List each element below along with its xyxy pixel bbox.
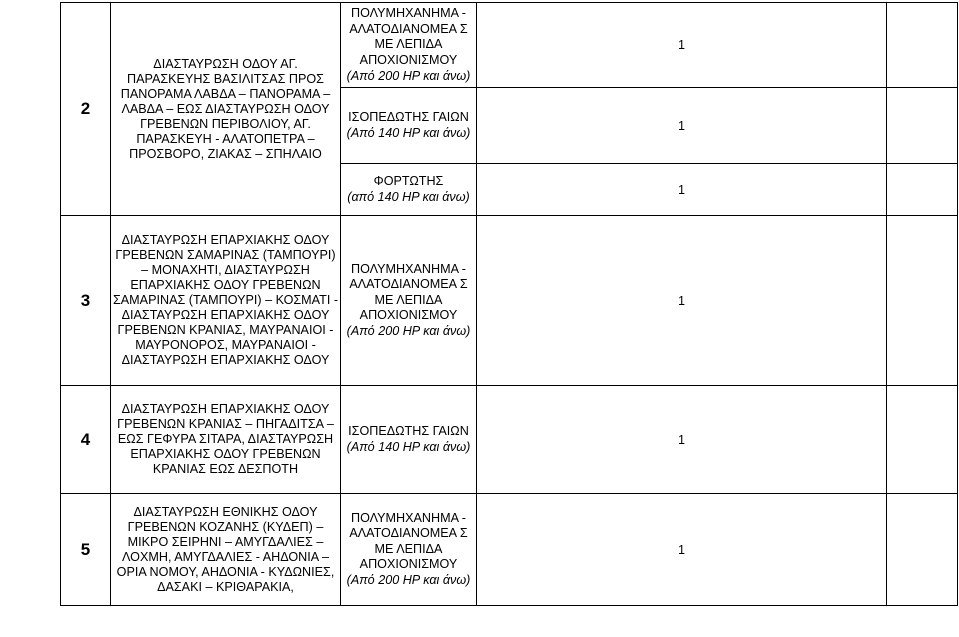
- empty-cell: [887, 88, 958, 164]
- route-description: ΔΙΑΣΤΑΥΡΩΣΗ ΟΔΟΥ ΑΓ. ΠΑΡΑΣΚΕΥΗΣ ΒΑΣΙΛΙΤΣΑΣ ΠΡΟΣ ΠΑΝΟΡΑΜΑ ΛΑΒΔΑ – ΠΑΝΟΡΑΜΑ – ΛΑΒΔΑ – ΕΩΣ ΔΙΑΣΤΑΥΡΩΣΗ ΟΔΟΥ ΓΡΕΒΕΝΩΝ ΠΕΡΙΒΟΛΙΟΥ, ΑΓ. ΠΑΡΑΣΚΕΥΗ - ΑΛΑΤΟΠΕΤΡΑ – ΠΡΟΣΒΟΡΟ, ΖΙΑΚΑΣ – ΣΠΗΛΑΙΟ: [111, 3, 341, 216]
- routes-table: [60, 2, 958, 606]
- vehicle-power: (Από 200 HP και άνω): [346, 572, 471, 587]
- table-row: [61, 216, 958, 386]
- table-row: [61, 3, 958, 88]
- row-number: 4: [61, 386, 111, 494]
- vehicle-name: ΙΣΟΠΕΔΩΤΗΣ ΓΑΙΩΝ: [348, 110, 469, 125]
- vehicle-name: ΠΟΛΥΜΗΧΑΝΗΜΑ - ΑΛΑΤΟΔΙΑΝΟΜΕΑ Σ ΜΕ ΛΕΠΙΔΑ ΑΠΟΧΙΟΝΙΣΜΟΥ: [349, 261, 468, 323]
- vehicle-cell: [341, 216, 477, 386]
- vehicle-power: (Από 200 HP και άνω): [346, 68, 471, 83]
- row-number: 3: [61, 216, 111, 386]
- vehicle-quantity: 1: [477, 216, 887, 386]
- empty-cell: [887, 494, 958, 606]
- vehicle-name: ΦΟΡΤΩΤΗΣ: [373, 173, 444, 188]
- route-description: ΔΙΑΣΤΑΥΡΩΣΗ ΕΠΑΡΧΙΑΚΗΣ ΟΔΟΥ ΓΡΕΒΕΝΩΝ ΣΑΜΑΡΙΝΑΣ (ΤΑΜΠΟΥΡΙ) – ΜΟΝΑΧΗΤΙ, ΔΙΑΣΤΑΥΡΩΣΗ ΕΠΑΡΧΙΑΚΗΣ ΟΔΟΥ ΓΡΕΒΕΝΩΝ ΣΑΜΑΡΙΝΑΣ (ΤΑΜΠΟΥΡΙ) – ΚΟΣΜΑΤΙ - ΔΙΑΣΤΑΥΡΩΣΗ ΕΠΑΡΧΙΑΚΗΣ ΟΔΟΥ ΓΡΕΒΕΝΩΝ ΚΡΑΝΙΑΣ, ΜΑΥΡΑΝΑΙΟΙ - ΜΑΥΡΟΝΟΡΟΣ, ΜΑΥΡΑΝΑΙΟΙ - ΔΙΑΣΤΑΥΡΩΣΗ ΕΠΑΡΧΙΑΚΗΣ ΟΔΟΥ: [111, 216, 341, 386]
- vehicle-power: (Από 200 HP και άνω): [346, 323, 471, 338]
- vehicle-cell: [341, 88, 477, 164]
- vehicle-quantity: 1: [477, 88, 887, 164]
- vehicle-name: ΠΟΛΥΜΗΧΑΝΗΜΑ - ΑΛΑΤΟΔΙΑΝΟΜΕΑ Σ ΜΕ ΛΕΠΙΔΑ ΑΠΟΧΙΟΝΙΣΜΟΥ: [349, 6, 468, 67]
- empty-cell: [887, 386, 958, 494]
- route-description: ΔΙΑΣΤΑΥΡΩΣΗ ΕΘΝΙΚΗΣ ΟΔΟΥ ΓΡΕΒΕΝΩΝ ΚΟΖΑΝΗΣ (ΚΥΔΕΠ) – ΜΙΚΡΟ ΣΕΙΡΗΝΙ – ΑΜΥΓΔΑΛΙΕΣ – ΛΟΧΜΗ, ΑΜΥΓΔΑΛΙΕΣ - ΑΗΔΟΝΙΑ – ΟΡΙΑ ΝΟΜΟΥ, ΑΗΔΟΝΙΑ - ΚΥΔΩΝΙΕΣ, ΔΑΣΑΚΙ – ΚΡΙΘΑΡΑΚΙΑ,: [111, 494, 341, 606]
- vehicle-cell: [341, 164, 477, 216]
- vehicle-power: (από 140 HP και άνω): [347, 189, 470, 204]
- vehicle-name: ΙΣΟΠΕΔΩΤΗΣ ΓΑΙΩΝ: [348, 423, 469, 438]
- table-row: [61, 494, 958, 606]
- empty-cell: [887, 216, 958, 386]
- route-description: ΔΙΑΣΤΑΥΡΩΣΗ ΕΠΑΡΧΙΑΚΗΣ ΟΔΟΥ ΓΡΕΒΕΝΩΝ ΚΡΑΝΙΑΣ – ΠΗΓΑΔΙΤΣΑ – ΕΩΣ ΓΕΦΥΡΑ ΣΙΤΑΡΑ, ΔΙΑΣΤΑΥΡΩΣΗ ΕΠΑΡΧΙΑΚΗΣ ΟΔΟΥ ΓΡΕΒΕΝΩΝ ΚΡΑΝΙΑΣ ΕΩΣ ΔΕΣΠΟΤΗ: [111, 386, 341, 494]
- table-row: [61, 386, 958, 494]
- vehicle-power: (Από 140 HP και άνω): [346, 439, 471, 454]
- vehicle-quantity: 1: [477, 3, 887, 88]
- vehicle-cell: [341, 386, 477, 494]
- vehicle-cell: [341, 3, 477, 88]
- empty-cell: [887, 164, 958, 216]
- vehicle-quantity: 1: [477, 386, 887, 494]
- vehicle-quantity: 1: [477, 164, 887, 216]
- vehicle-name: ΠΟΛΥΜΗΧΑΝΗΜΑ - ΑΛΑΤΟΔΙΑΝΟΜΕΑ Σ ΜΕ ΛΕΠΙΔΑ ΑΠΟΧΙΟΝΙΣΜΟΥ: [349, 510, 468, 572]
- empty-cell: [887, 3, 958, 88]
- row-number: 2: [61, 3, 111, 216]
- vehicle-power: (Από 140 HP και άνω): [346, 125, 471, 140]
- vehicle-cell: [341, 494, 477, 606]
- vehicle-quantity: 1: [477, 494, 887, 606]
- row-number: 5: [61, 494, 111, 606]
